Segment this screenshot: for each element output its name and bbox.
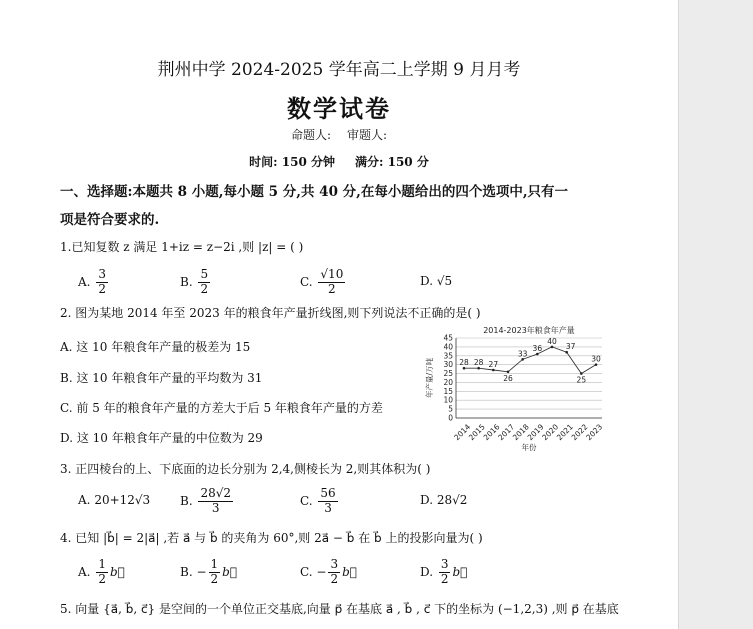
data-point (536, 353, 539, 356)
section-heading-line1: 一、选择题:本题共 8 小题,每小题 5 分,共 40 分,在每小题给出的四个选项中,只有一 (60, 184, 569, 200)
y-tick-label: 45 (443, 333, 453, 343)
x-tick-label: 2023 (584, 422, 605, 443)
exam-title: 荆州中学 2024-2025 学年高二上学期 9 月月考 (157, 60, 521, 80)
data-point (580, 372, 583, 375)
option-label: A. (78, 564, 91, 579)
option-value: 20+12√3 (94, 493, 151, 507)
option-label: D. (420, 274, 434, 288)
x-tick-label: 2021 (554, 422, 575, 443)
frac-den: 3 (324, 500, 332, 515)
frac-num: 1 (210, 557, 219, 571)
data-point (507, 370, 510, 373)
grain-yield-chart (420, 322, 615, 454)
data-point (521, 358, 524, 361)
data-label: 27 (488, 360, 499, 369)
frac-den: 2 (200, 281, 209, 296)
vector-b: b⃗ (342, 564, 357, 579)
q4-option-a (78, 558, 125, 587)
q1-option-d (420, 274, 452, 288)
viewer-gutter (678, 0, 753, 629)
x-tick-label: 2020 (540, 422, 561, 443)
q4-option-b (180, 558, 237, 587)
frac-den: 3 (211, 500, 220, 515)
data-label: 33 (517, 349, 528, 359)
option-label: C. (300, 564, 313, 579)
q1-stem: 1.已知复数 z 满足 1+iz = z−2i ,则 |z| = ( ) (60, 240, 304, 254)
q2-stem: 2. 图为某地 2014 年至 2023 年的粮食年产量折线图,则下列说法不正确的是( ) (60, 306, 481, 320)
frac-num: 3 (98, 267, 106, 281)
option-value: √5 (436, 274, 453, 288)
author-line (0, 126, 678, 143)
q1-option-c (300, 268, 347, 297)
vector-b: b⃗ (222, 564, 238, 579)
y-axis-label: 年产量/万吨 (425, 357, 434, 399)
q2-option-b: B. 这 10 年粮食年产量的平均数为 31 (60, 371, 263, 385)
x-tick-label: 2014 (452, 422, 473, 443)
data-point (492, 369, 495, 372)
frac-den: 2 (440, 571, 449, 586)
q5-stem: 5. 向量 {a⃗, b⃗, c⃗} 是空间的一个单位正交基底,向量 p⃗ 在基底 a⃗ , b⃗ , c⃗ 下的坐标为 (−1,2,3) ,则 p⃗ 在基底 (60, 602, 619, 616)
x-tick-label: 2016 (481, 422, 502, 443)
exam-subject: 数学试卷 (287, 94, 391, 123)
score-label: 满分: 150 分 (355, 155, 429, 169)
q4-option-d (420, 558, 467, 587)
y-tick-label: 10 (443, 395, 453, 405)
y-tick-label: 20 (443, 377, 453, 387)
author-label: 命题人: (290, 128, 331, 142)
q3-option-c (300, 487, 340, 516)
q1-option-b (180, 268, 212, 297)
frac-num: 56 (320, 486, 336, 500)
frac-num: 1 (98, 557, 106, 571)
option-label: B. (180, 274, 193, 289)
vector-b: b⃗ (109, 564, 125, 579)
x-tick-label: 2018 (510, 422, 531, 443)
q2-option-d: D. 这 10 年粮食年产量的中位数为 29 (60, 431, 263, 445)
q3-option-d (420, 493, 467, 507)
y-tick-label: 40 (443, 342, 453, 352)
minus-sign: − (316, 564, 327, 579)
y-tick-label: 15 (443, 386, 453, 396)
data-point (595, 363, 598, 366)
series-line (464, 347, 596, 374)
frac-num: √10 (320, 267, 344, 281)
reviewer-label: 审题人: (347, 128, 388, 142)
frac-num: 5 (200, 267, 209, 281)
x-tick-label: 2019 (525, 422, 546, 443)
option-label: B. (180, 564, 193, 579)
frac-den: 2 (98, 571, 106, 586)
q3-option-a (78, 493, 150, 507)
y-tick-label: 25 (443, 369, 453, 379)
y-tick-label: 35 (443, 351, 453, 361)
q4-stem: 4. 已知 |b⃗| = 2|a⃗| ,若 a⃗ 与 b⃗ 的夹角为 60°,则 2a⃗ − b⃗ 在 b⃗ 上的投影向量为( ) (60, 531, 483, 545)
data-point (551, 346, 554, 349)
data-label: 40 (547, 336, 557, 346)
time-label: 时间: 150 分钟 (249, 155, 335, 169)
frac-num: 3 (440, 557, 449, 571)
section-heading-line2: 项是符合要求的. (60, 212, 160, 228)
option-label: A. (78, 493, 91, 507)
data-point (463, 367, 466, 370)
option-label: D. (420, 493, 434, 507)
data-label: 25 (576, 375, 587, 385)
option-label: D. (420, 564, 434, 579)
vector-b: b⃗ (452, 564, 468, 579)
x-tick-label: 2022 (569, 422, 590, 443)
option-label: B. (180, 493, 193, 508)
option-label: A. (78, 274, 91, 289)
data-label: 36 (532, 344, 543, 353)
x-axis-label: 年份 (521, 443, 537, 452)
frac-den: 2 (328, 281, 336, 296)
y-tick-label: 5 (448, 404, 453, 414)
q4-option-c (300, 558, 357, 587)
frac-den: 2 (330, 571, 339, 586)
data-point (565, 351, 568, 354)
frac-num: 3 (330, 557, 339, 571)
frac-den: 2 (98, 281, 106, 296)
q1-option-a (78, 268, 110, 297)
data-label: 37 (565, 342, 576, 352)
q2-option-a: A. 这 10 年粮食年产量的极差为 15 (60, 340, 251, 354)
x-tick-label: 2015 (466, 422, 487, 443)
frac-num: 28√2 (200, 486, 232, 500)
q3-option-b (180, 487, 235, 516)
data-point (477, 367, 480, 370)
data-label: 30 (591, 354, 601, 364)
time-score-line (0, 153, 678, 170)
option-label: C. (300, 493, 313, 508)
data-label: 28 (473, 358, 484, 368)
y-tick-label: 0 (448, 413, 453, 423)
option-value: 28√2 (436, 493, 468, 507)
minus-sign: − (196, 564, 207, 579)
q2-option-c: C. 前 5 年的粮食年产量的方差大于后 5 年粮食年产量的方差 (60, 401, 383, 415)
frac-den: 2 (210, 571, 219, 586)
chart-title: 2014-2023年粮食年产量 (483, 326, 575, 335)
data-label: 28 (459, 358, 469, 368)
option-label: C. (300, 274, 313, 289)
y-tick-label: 30 (443, 360, 453, 370)
q3-stem: 3. 正四棱台的上、下底面的边长分别为 2,4,侧棱长为 2,则其体积为( ) (60, 462, 431, 476)
data-label: 26 (503, 373, 513, 383)
x-tick-label: 2017 (496, 422, 517, 443)
